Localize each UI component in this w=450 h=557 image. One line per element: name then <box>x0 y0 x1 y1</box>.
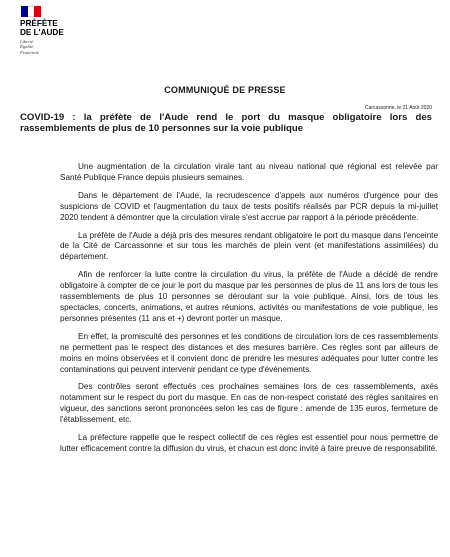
body-paragraph: Une augmentation de la circulation virale tant au niveau national que régional est relevée par Santé Publique France depuis plusieurs semaines. <box>60 162 438 182</box>
prefecture-name-line2: DE L'AUDE <box>20 27 64 37</box>
motto-egalite: Égalité <box>20 44 34 50</box>
prefecture-name-line1: PRÉFÈTE <box>20 19 58 28</box>
body-paragraph: Dans le département de l'Aude, la recrudescence d'appels aux numéros d'urgence pour des suspicions de COVID et l'augmentation du taux de tests positifs réalisés par PCR depuis la mi-juillet 2020 tendent à démontrer que la circulation virale s'est accrue par rapport à la période précédente. <box>60 190 438 222</box>
french-flag-icon <box>21 6 41 17</box>
motto-liberte: Liberté <box>20 39 34 45</box>
prefecture-name <box>20 20 100 37</box>
body-paragraph: Afin de renforcer la lutte contre la circulation du virus, la préfète de l'Aude a décidé de rendre obligatoire à compter de ce jour le port du masque par les personnes de plus de 11 ans lors de tous les rassemblements de plus 10 personnes se déroulant sur la voie publique. Ainsi, lors de tous les spectacles, concerts, animations, et autres réunions, activités ou manifestations de voie publique, les personnes présentes (11 ans et +) devront porter un masque. <box>60 270 438 323</box>
body-paragraph: La préfète de l'Aude a déjà pris des mesures rendant obligatoire le port du masque dans l'enceinte de la Cité de Carcassonne et sur tous les marchés de plein vent (et manifestations assimilées) du département. <box>60 230 438 262</box>
motto-fraternite: Fraternité <box>20 49 39 55</box>
prefecture-logo <box>20 6 100 55</box>
body-paragraph: La préfecture rappelle que le respect collectif de ces règles est essentiel pour nous permettre de lutter efficacement contre la diffusion du virus, et chacun est donc invité à faire preuve de responsabilité. <box>60 433 438 453</box>
press-release-heading: COMMUNIQUÉ DE PRESSE <box>164 85 286 95</box>
release-date: Carcassonne, le 21 Août 2020 <box>365 105 432 111</box>
press-release-title: COVID-19 : la préfète de l'Aude rend le port du masque obligatoire lors des rassemblements de plus de 10 personnes sur la voie publique <box>20 112 432 135</box>
body-paragraph: Des contrôles seront effectués ces prochaines semaines lors de ces rassemblements, axés notamment sur le respect du port du masque. En cas de non-respect constaté des règles sanitaires en vigueur, des sanctions seront prononcées selon les cas de figure : amende de 135 euros, fermeture de l'établissement, etc. <box>60 382 438 425</box>
press-release-body <box>60 162 438 462</box>
republic-motto <box>20 39 100 55</box>
body-paragraph: En effet, la promiscuité des personnes et les conditions de circulation lors de ces rassemblements ne permettent pas le respect des distances et des mesures barrière. Ces règles sont par ailleurs de moins en moins observées et il convient donc de prendre les mesures adéquates pour lutter contre les contaminations qui peuvent intervenir pendant ce type d'événements. <box>60 331 438 374</box>
